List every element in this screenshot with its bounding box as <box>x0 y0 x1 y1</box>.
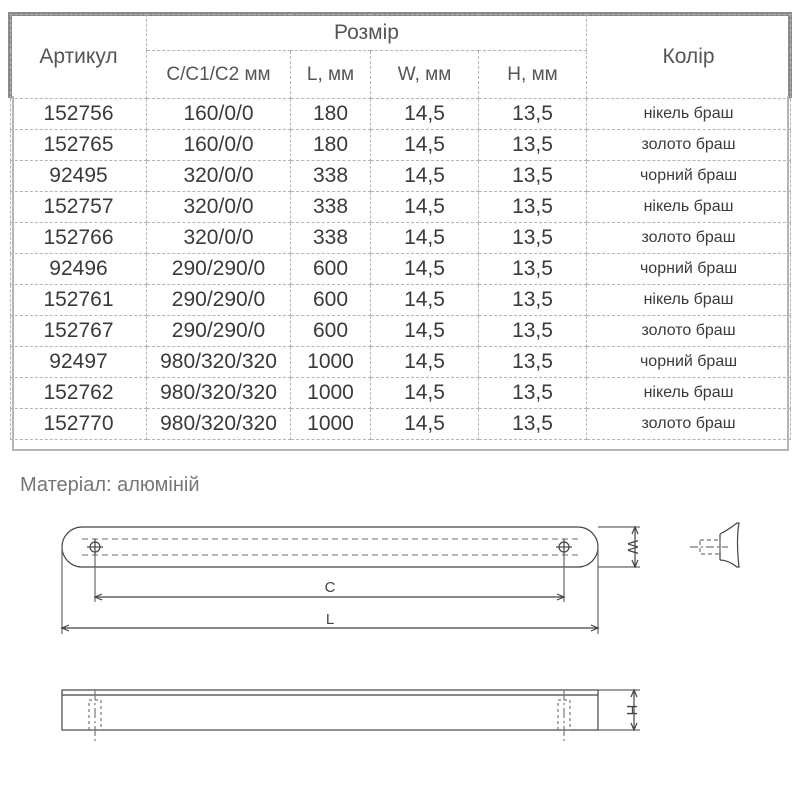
cell-color: золото браш <box>587 223 791 254</box>
table-frame-bottom <box>12 449 789 451</box>
cell-h: 13,5 <box>479 223 587 254</box>
table-row <box>11 192 791 223</box>
cell-h: 13,5 <box>479 409 587 440</box>
table-row <box>11 223 791 254</box>
cell-w: 14,5 <box>371 347 479 378</box>
cell-h: 13,5 <box>479 161 587 192</box>
cell-article: 152757 <box>11 192 147 223</box>
table-row <box>11 347 791 378</box>
cell-c: 320/0/0 <box>147 192 291 223</box>
header-color: Колір <box>587 15 791 99</box>
cell-l: 338 <box>291 161 371 192</box>
material-note: Матеріал: алюміній <box>20 474 200 496</box>
cell-w: 14,5 <box>371 130 479 161</box>
cell-l: 1000 <box>291 409 371 440</box>
header-article: Артикул <box>11 15 147 99</box>
cell-color: чорний браш <box>587 254 791 285</box>
cell-h: 13,5 <box>479 192 587 223</box>
cell-article: 152766 <box>11 223 147 254</box>
table-frame-left-lower <box>12 96 14 450</box>
spec-table <box>10 14 791 440</box>
cell-h: 13,5 <box>479 347 587 378</box>
cell-color: золото браш <box>587 316 791 347</box>
cell-w: 14,5 <box>371 254 479 285</box>
cell-l: 338 <box>291 192 371 223</box>
cell-color: нікель браш <box>587 285 791 316</box>
table-row <box>11 254 791 285</box>
c-label: C <box>324 579 336 596</box>
cell-color: нікель браш <box>587 378 791 409</box>
cell-w: 14,5 <box>371 285 479 316</box>
table-row <box>11 99 791 130</box>
cell-c: 980/320/320 <box>147 378 291 409</box>
cell-article: 152762 <box>11 378 147 409</box>
cell-color: золото браш <box>587 409 791 440</box>
table-row <box>11 161 791 192</box>
cell-article: 92495 <box>11 161 147 192</box>
cell-l: 180 <box>291 130 371 161</box>
h-label: H <box>623 704 640 716</box>
w-label: W <box>624 539 641 555</box>
header-h: H, мм <box>479 51 587 99</box>
cell-color: чорний браш <box>587 347 791 378</box>
cell-article: 152756 <box>11 99 147 130</box>
cell-h: 13,5 <box>479 285 587 316</box>
cell-article: 152765 <box>11 130 147 161</box>
cell-c: 980/320/320 <box>147 347 291 378</box>
cell-h: 13,5 <box>479 316 587 347</box>
cell-w: 14,5 <box>371 192 479 223</box>
cell-c: 320/0/0 <box>147 161 291 192</box>
cell-color: золото браш <box>587 130 791 161</box>
l-label: L <box>325 611 335 628</box>
handle-front-view <box>62 690 598 730</box>
cell-h: 13,5 <box>479 378 587 409</box>
cell-c: 320/0/0 <box>147 223 291 254</box>
table-frame-right-lower <box>787 96 789 450</box>
cell-c: 290/290/0 <box>147 316 291 347</box>
table-row <box>11 378 791 409</box>
cell-h: 13,5 <box>479 130 587 161</box>
cell-article: 152767 <box>11 316 147 347</box>
header-size: Розмір <box>147 15 587 51</box>
cell-w: 14,5 <box>371 409 479 440</box>
header-c: C/C1/C2 мм <box>147 51 291 99</box>
cell-l: 600 <box>291 285 371 316</box>
cell-l: 338 <box>291 223 371 254</box>
handle-drawing <box>0 500 800 800</box>
cell-l: 600 <box>291 316 371 347</box>
table-row <box>11 316 791 347</box>
cell-article: 92497 <box>11 347 147 378</box>
cell-w: 14,5 <box>371 99 479 130</box>
cell-article: 152761 <box>11 285 147 316</box>
header-l: L, мм <box>291 51 371 99</box>
cell-h: 13,5 <box>479 254 587 285</box>
cell-article: 152770 <box>11 409 147 440</box>
cell-c: 290/290/0 <box>147 254 291 285</box>
cell-h: 13,5 <box>479 99 587 130</box>
cell-c: 160/0/0 <box>147 99 291 130</box>
cell-w: 14,5 <box>371 378 479 409</box>
cell-color: чорний браш <box>587 161 791 192</box>
cell-w: 14,5 <box>371 223 479 254</box>
table-row <box>11 409 791 440</box>
table-row <box>11 130 791 161</box>
cell-c: 980/320/320 <box>147 409 291 440</box>
cell-c: 290/290/0 <box>147 285 291 316</box>
cell-l: 1000 <box>291 378 371 409</box>
table-body <box>11 99 791 440</box>
cell-l: 1000 <box>291 347 371 378</box>
cell-l: 180 <box>291 99 371 130</box>
handle-top-view <box>62 527 598 567</box>
cell-article: 92496 <box>11 254 147 285</box>
cell-color: нікель браш <box>587 192 791 223</box>
cell-c: 160/0/0 <box>147 130 291 161</box>
cell-w: 14,5 <box>371 316 479 347</box>
header-w: W, мм <box>371 51 479 99</box>
cell-color: нікель браш <box>587 99 791 130</box>
cell-l: 600 <box>291 254 371 285</box>
cell-w: 14,5 <box>371 161 479 192</box>
table-row <box>11 285 791 316</box>
handle-end-view <box>720 523 739 567</box>
